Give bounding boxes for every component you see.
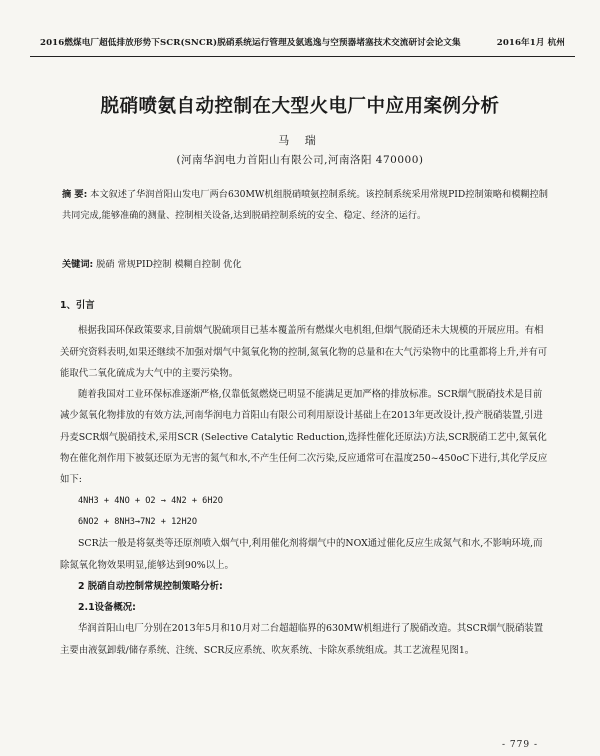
body-text	[60, 295, 550, 661]
section-2-1-heading: 2.1设备概况:	[78, 602, 136, 614]
header-right: 2016年1月 杭州	[496, 38, 565, 48]
paragraph-2: 随着我国对工业环保标准逐渐严格,仅靠低氮燃烧已明显不能满足更加严格的排放标准。SCR烟气脱硝技术是目前减少氮氧化物排放的有效方法,河南华润电力首阳山有限公司利用原设计基础上在2013年更改设计,投产脱硝装置,引进丹麦SCR烟气脱硝技术,采用SCR (Selective Catalytic Reduction,选择性催化还原法)方法,SCR脱硝工艺中,氮氧化物在催化剂作用下被氨还原为无害的氮气和水,不产生任何二次污染,反应通常可在温度250~450oC下进行,其化学反应如下:	[60, 389, 548, 486]
author: 马 瑞	[278, 134, 322, 147]
abstract-label: 摘 要:	[62, 189, 88, 200]
paper-title: 脱硝喷氨自动控制在大型火电厂中应用案例分析	[100, 96, 500, 117]
section-1-heading: 1、引言	[60, 300, 95, 311]
header-left: 2016燃煤电厂超低排放形势下SCR(SNCR)脱硝系统运行管理及氨逃逸与空预器堵塞技术交流研讨会论文集	[40, 38, 461, 48]
running-header	[40, 36, 565, 48]
abstract	[62, 184, 552, 226]
paragraph-4: 华润首阳山电厂分别在2013年5月和10月对二台超超临界的630MW机组进行了脱硝改造。其SCR烟气脱硝装置主要由液氨卸载/储存系统、注统、SCR反应系统、吹灰系统、卡除灰系统组成。其工艺流程见图1。	[60, 623, 544, 656]
equation-1: 4NH3 + 4NO + O2 → 4N2 + 6H2O	[78, 495, 223, 506]
paragraph-1: 根据我国环保政策要求,目前烟气脱硫项目已基本覆盖所有燃煤火电机组,但烟气脱硝还未大规模的开展应用。有相关研究资料表明,如果还继续不加强对烟气中氮氧化物的控制,氮氧化物的总量和在大气污染物中的比重都将上升,并有可能取代二氧化硫成为大气中的主要污染物。	[60, 325, 548, 379]
section-2-heading: 2 脱硝自动控制常规控制策略分析:	[78, 580, 223, 592]
abstract-text: 本文叙述了华润首阳山发电厂两台630MW机组脱硝喷氨控制系统。该控制系统采用常规PID控制策略和模糊控制共同完成,能够准确的测量、控制相关设备,达到脱硝控制系统的安全、稳定、经济的运行。	[62, 189, 548, 221]
keywords-label: 关键词:	[62, 259, 94, 270]
equation-2: 6NO2 + 8NH3→7N2 + 12H2O	[78, 516, 197, 527]
affiliation: (河南华润电力首阳山有限公司,河南洛阳 470000)	[176, 154, 424, 166]
keywords	[62, 256, 552, 270]
paragraph-3: SCR法一般是将氨类等还原剂喷入烟气中,利用催化剂将烟气中的NOX通过催化反应生成氮气和水,不影响环境,而除氮氧化物效果明显,能够达到90%以上。	[60, 538, 543, 571]
header-rule	[30, 56, 575, 57]
page-number: - 779 -	[502, 740, 538, 750]
keywords-text: 脱硝 常规PID控制 模糊自控制 优化	[96, 259, 242, 270]
